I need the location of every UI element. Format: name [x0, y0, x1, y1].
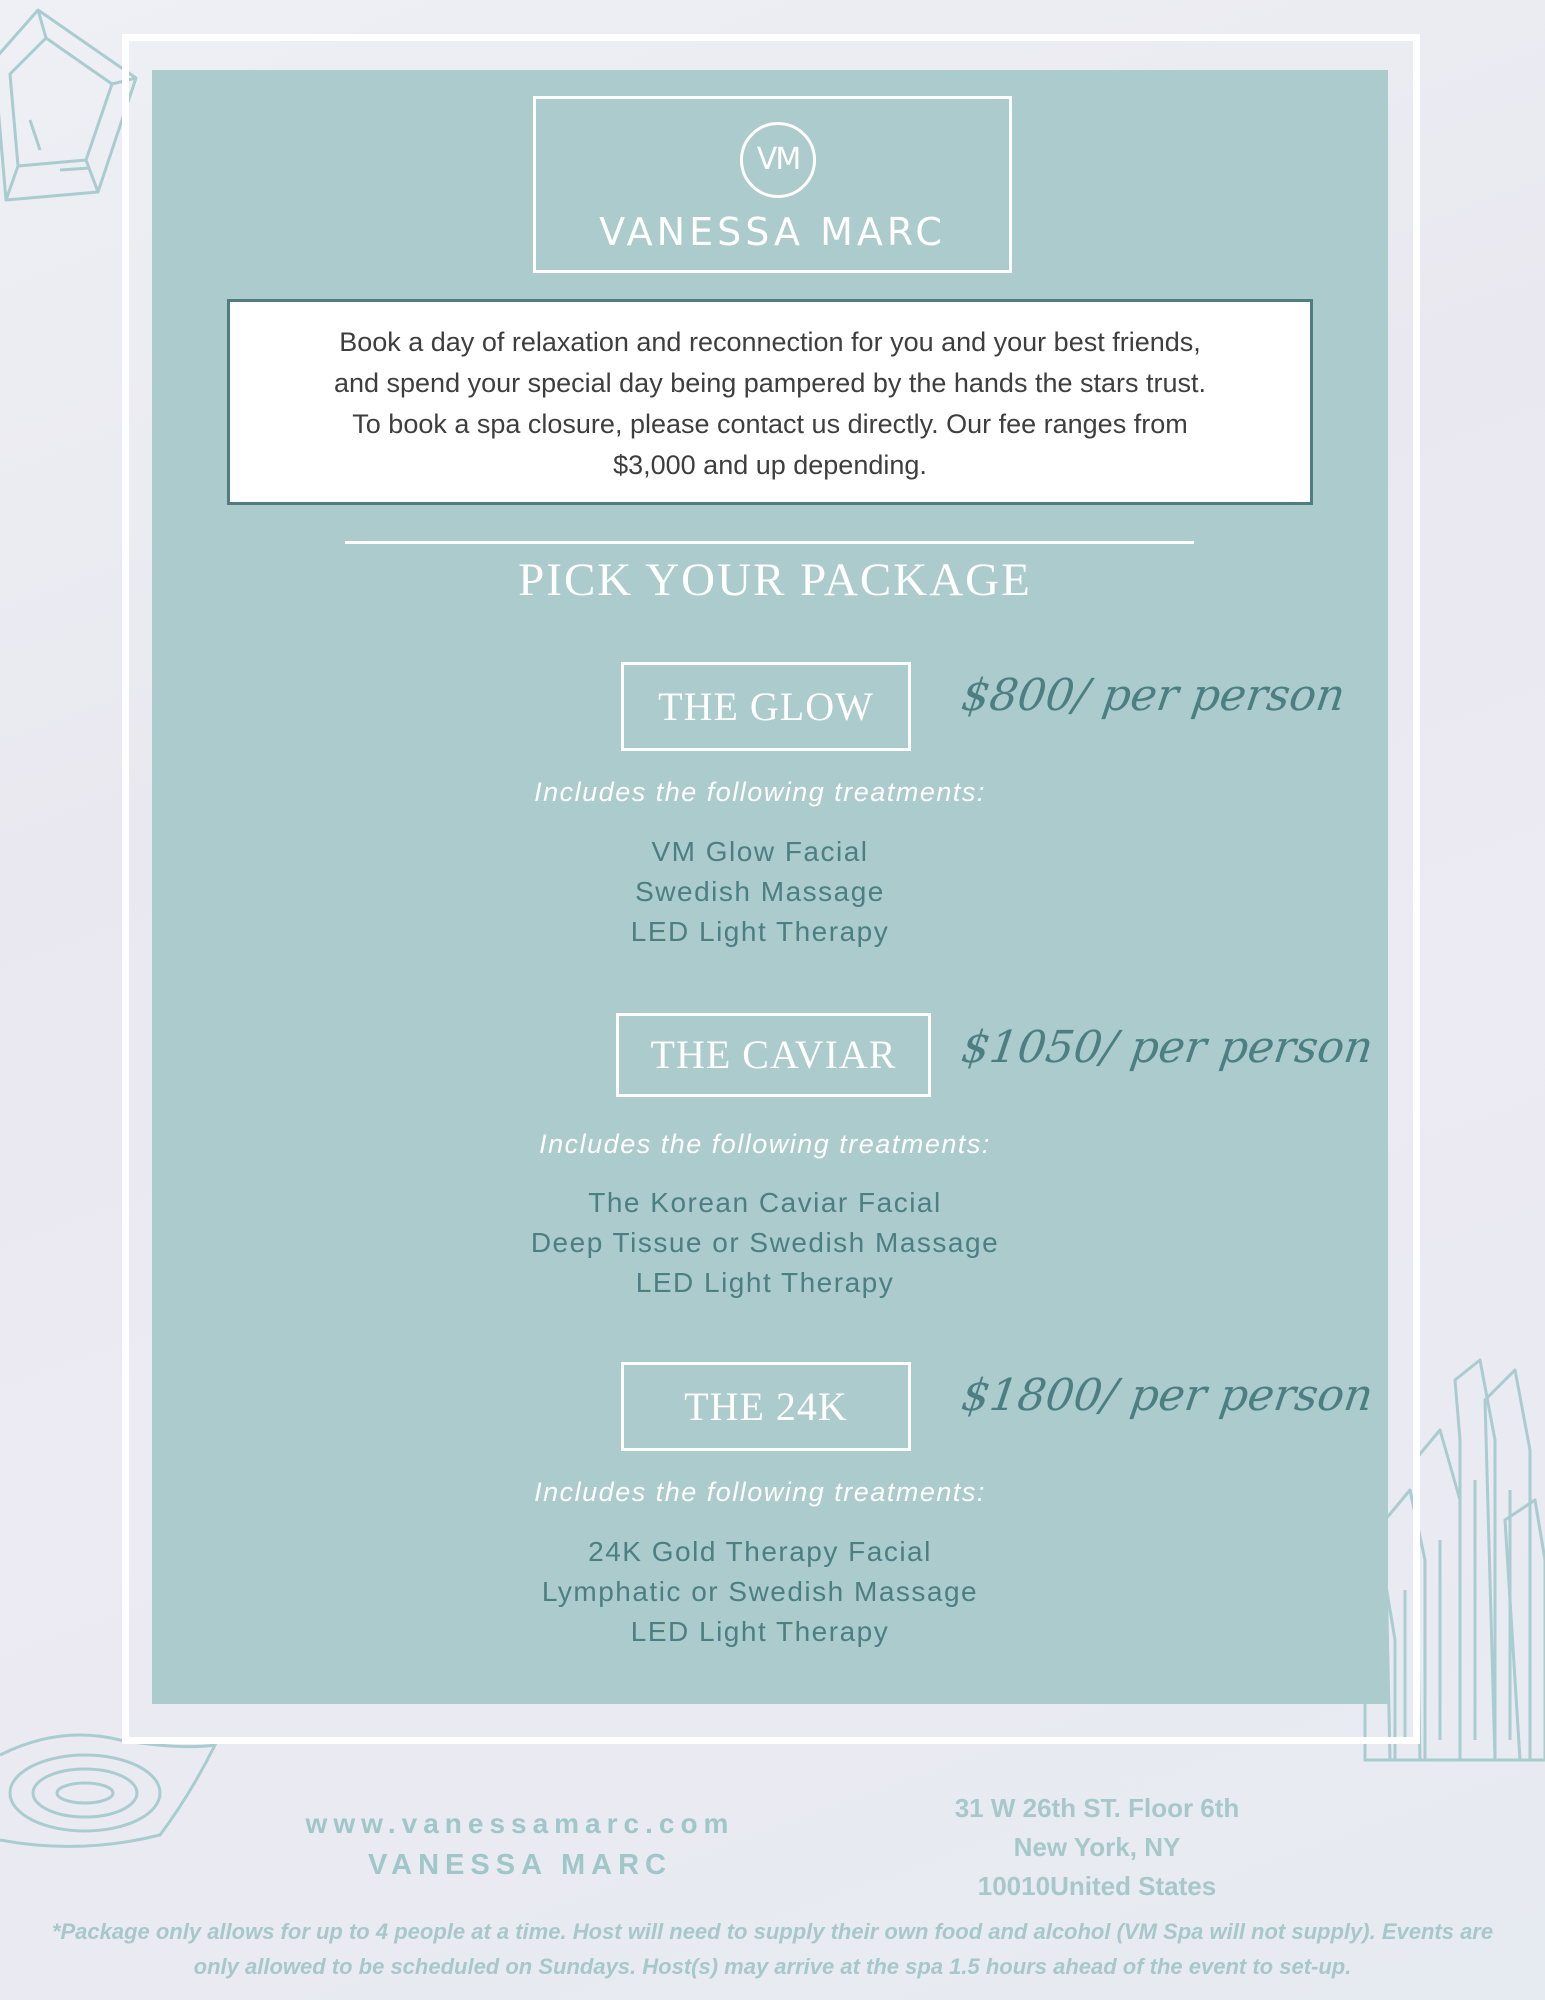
package-price-glow: $800/ per person: [958, 670, 1349, 721]
disclaimer: [30, 1914, 1515, 1984]
section-heading: PICK YOUR PACKAGE: [518, 554, 1032, 606]
package-treatment-list: [415, 1183, 1115, 1303]
treatment-item: Deep Tissue or Swedish Massage: [530, 1227, 1000, 1258]
logo-brand-name: VANESSA MARC: [599, 210, 946, 254]
package-includes-label: Includes the following treatments:: [534, 777, 986, 807]
address-line: 10010United States: [977, 1871, 1217, 1901]
package-treatment-list: [410, 832, 1110, 952]
divider: [345, 541, 1194, 544]
intro-line: and spend your special day being pampered by the hands the stars trust.: [333, 368, 1207, 398]
treatment-item: Swedish Massage: [635, 876, 885, 907]
treatment-item: LED Light Therapy: [635, 1267, 895, 1298]
package-includes-label: Includes the following treatments:: [539, 1129, 991, 1159]
intro-text-box: [227, 299, 1313, 505]
address-line: 31 W 26th ST. Floor 6th: [954, 1793, 1240, 1823]
package-title-caviar: THE CAVIAR: [616, 1013, 931, 1097]
disclaimer-line: *Package only allows for up to 4 people at a time. Host will need to supply their own food and alcohol (VM Spa will not supply). Events are: [51, 1919, 1494, 1944]
intro-line: $3,000 and up depending.: [613, 450, 927, 480]
treatment-item: LED Light Therapy: [630, 916, 890, 947]
address-line: New York, NY: [1013, 1832, 1181, 1862]
package-title-24k: THE 24K: [621, 1362, 911, 1451]
treatment-item: LED Light Therapy: [630, 1616, 890, 1647]
footer-brand-name: VANESSA MARC: [367, 1849, 672, 1881]
package-price-24k: $1800/ per person: [958, 1370, 1377, 1421]
package-price-caviar: $1050/ per person: [958, 1022, 1377, 1073]
treatment-item: 24K Gold Therapy Facial: [588, 1536, 932, 1567]
treatment-item: The Korean Caviar Facial: [588, 1187, 942, 1218]
intro-line: Book a day of relaxation and reconnection for you and your best friends,: [339, 327, 1201, 357]
address-block: [900, 1789, 1294, 1906]
package-treatment-list: [410, 1532, 1110, 1652]
website-link[interactable]: www.vanessamarc.com: [305, 1808, 735, 1839]
treatment-item: VM Glow Facial: [651, 836, 869, 867]
disclaimer-line: only allowed to be scheduled on Sundays. Host(s) may arrive at the spa 1.5 hours ahead of the event to set-up.: [193, 1954, 1352, 1979]
geode-illustration-bottom-left: [0, 1725, 230, 1855]
package-includes-label: Includes the following treatments:: [534, 1477, 986, 1507]
logo-monogram: VM: [740, 122, 816, 198]
treatment-item: Lymphatic or Swedish Massage: [541, 1576, 979, 1607]
package-title-glow: THE GLOW: [621, 662, 911, 751]
intro-line: To book a spa closure, please contact us directly. Our fee ranges from: [352, 409, 1188, 439]
